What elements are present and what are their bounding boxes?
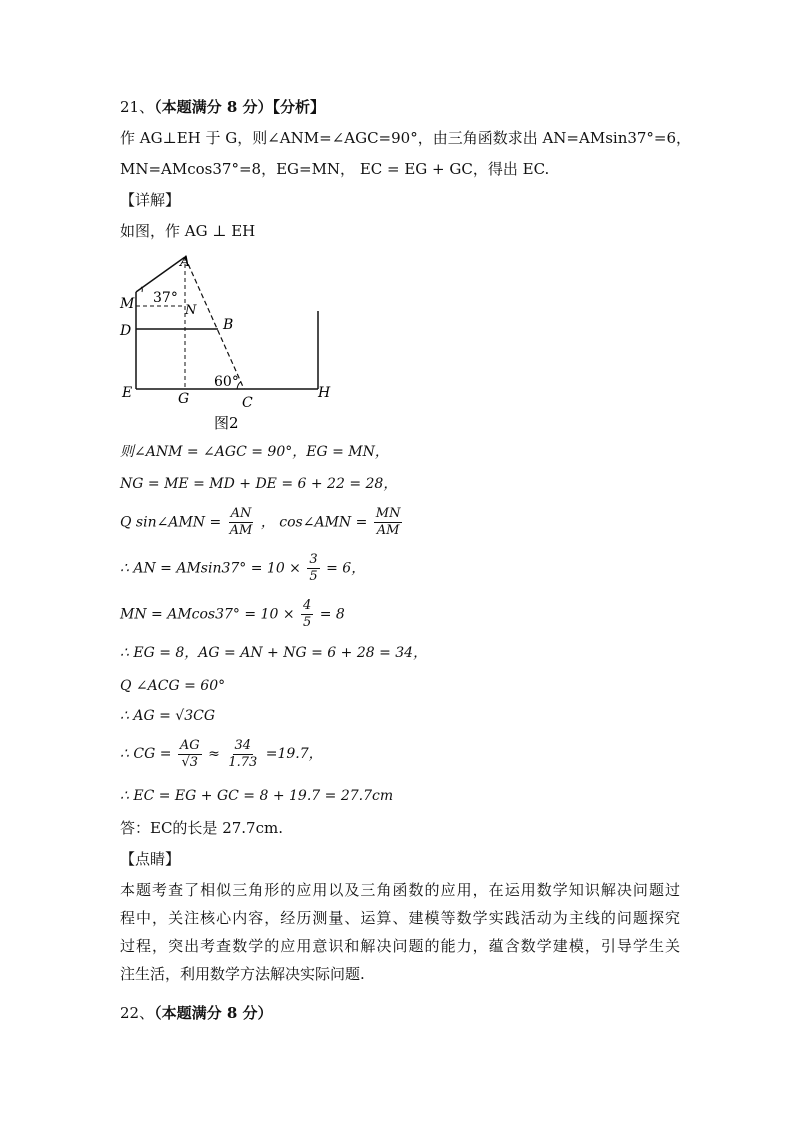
comment-line-3: 过程，突出考查数学的应用意识和解决问题的能力，蕴含数学建模，引导学生关: [120, 937, 680, 955]
label-G: G: [178, 391, 190, 407]
fraction-3-5: $\frac{3}{5}$: [309, 552, 318, 584]
label-angle-60: 60°: [214, 374, 239, 390]
label-C: C: [242, 395, 253, 411]
step-3: [120, 507, 404, 538]
step-8: ∴ AG = √3CG: [120, 708, 216, 724]
label-E: E: [122, 385, 133, 401]
label-angle-37: 37°: [153, 290, 178, 306]
label-B: B: [223, 317, 234, 333]
comment-line-1: 本题考查了相似三角形的应用以及三角函数的应用，在运用数学知识解决问题过: [120, 881, 680, 899]
step-1: 则∠ANM = ∠AGC = 90°，EG = MN，: [120, 444, 389, 460]
question-21-header: [120, 97, 325, 117]
detail-intro: 如图，作 AG ⊥ EH: [120, 222, 256, 240]
fraction-mn-am: $\frac{MN}{AM}$: [375, 506, 401, 538]
label-N: N: [185, 303, 197, 318]
question-number: 21、: [120, 98, 155, 116]
answer-line: 答：EC的长是 27.7cm.: [120, 819, 283, 837]
fraction-34-173: $\frac{34}{1.73}$: [228, 737, 258, 770]
question-score: （本题满分 8 分）: [154, 98, 273, 116]
step-10: ∴ EC = EG + GC = 8 + 19.7 = 27.7cm: [120, 788, 394, 804]
figure-caption: 图2: [214, 414, 239, 432]
question-number: 22、: [120, 1004, 155, 1022]
step-5: MN = AMcos37° = 10 × $\frac{4}{5}$ = 8: [120, 598, 345, 630]
step-3-mid: ， cos∠AMN =: [260, 514, 368, 531]
comment-tag: 【点睛】: [120, 850, 181, 868]
comment-line-2: 程中，关注核心内容，经历测量、运算、建模等数学实践活动为主线的问题探究: [120, 909, 680, 927]
detail-tag: 【详解】: [120, 191, 181, 209]
analysis-line-1: 作 AG⊥EH 于 G，则∠ANM=∠AGC=90°，由三角函数求出 AN=AMsin37°=6，: [120, 129, 692, 147]
step-7: Q ∠ACG = 60°: [120, 678, 226, 694]
question-22-header: [120, 1003, 272, 1023]
fraction-an-am: $\frac{AN}{AM}$: [229, 506, 253, 538]
step-9: ∴ CG = $\frac{AG}{√3}$ ≈ $\frac{34}{1.73}$ =19.7，: [120, 737, 323, 770]
comment-line-4: 注生活，利用数学方法解决实际问题.: [120, 965, 365, 983]
label-M: M: [120, 296, 135, 312]
fraction-4-5: $\frac{4}{5}$: [303, 598, 312, 630]
label-A: A: [180, 254, 191, 270]
fraction-ag-sqrt3: $\frac{AG}{√3}$: [179, 737, 200, 770]
label-H: H: [318, 385, 331, 401]
analysis-tag: 【分析】: [272, 98, 325, 116]
step-3-prefix: Q sin∠AMN =: [120, 514, 222, 531]
step-4: ∴ AN = AMsin37° = 10 × $\frac{3}{5}$ = 6，: [120, 552, 366, 584]
geometry-figure: [110, 248, 340, 438]
step-6: ∴ EG = 8，AG = AN + NG = 6 + 28 = 34，: [120, 645, 428, 661]
label-D: D: [120, 323, 132, 339]
analysis-line-2: MN=AMcos37°=8，EG=MN， EC = EG + GC，得出 EC.: [120, 160, 550, 178]
comment-paragraph: [120, 876, 680, 988]
segment-AC-dashed: [185, 257, 244, 389]
question-score: （本题满分 8 分）: [154, 1004, 273, 1022]
segment-AM: [136, 257, 185, 292]
step-2: NG = ME = MD + DE = 6 + 22 = 28，: [120, 476, 398, 492]
